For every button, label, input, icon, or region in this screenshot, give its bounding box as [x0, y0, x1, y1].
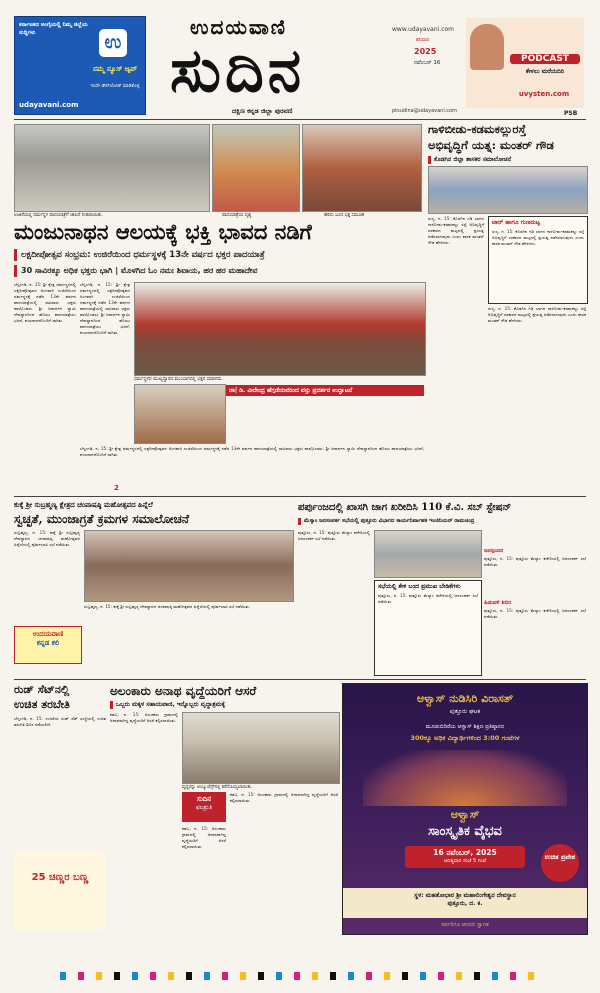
alvas-org: ಮೂಡುಬಿದಿರೆಯ ಆಳ್ವಾಸ್ ಶಿಕ್ಷಣ ಪ್ರತಿಷ್ಠಾನದ — [425, 724, 505, 730]
podcast-sub: ಕೇಳಲು ಮರೆಯದಿರಿ — [525, 68, 565, 75]
app-ad-text: ಕರ್ನಾಟಕದ ಅಂಗೈಯಲ್ಲಿ ನಿಮ್ಮ ಜಿಲ್ಲೆಯ ಸುದ್ದಿಗಳು — [19, 22, 88, 36]
podcast-label: PODCAST — [510, 54, 580, 64]
right-deck: ಕೊಡಗಿನ ಜಿಲ್ಲಾ ಶಾಸಕರ ಸಮಾಲೋಚನೆ — [428, 156, 586, 164]
bottom-mid-body-col-1: ಕಡಬ, ನ. 15: ಅಲಂಕಾರು ಗ್ರಾಮದಲ್ಲಿ ಅನಾಥರಾಗಿದ್ದ ವೃದ್ಧೆಯರಿಗೆ ಆಸರೆ ಕಲ್ಪಿಸಲಾಯಿತು. — [110, 712, 178, 723]
app-ad-cta: ಇಂದೇ ಡೌನ್‌ಲೋಡ್ ಮಾಡಿಕೊಳ್ಳಿ — [90, 84, 140, 89]
lead-photo-1 — [14, 124, 210, 212]
app-logo-icon: ಉ — [99, 29, 127, 57]
bottom-left-headline-2: ಉಚಿತ ತರಬೇತಿ — [14, 698, 70, 711]
lead-photo-2-caption: ಪಾದಯಾತ್ರೆಯ ದೃಶ್ಯ — [222, 213, 252, 218]
bottom-mid-body-col-2: ಕಡಬ, ನ. 15: ಅಲಂಕಾರು ಗ್ರಾಮದಲ್ಲಿ ಅನಾಥರಾಗಿದ್ದ ವೃದ್ಧೆಯರಿಗೆ ಆಸರೆ ಕಲ್ಪಿಸಲಾಯಿತು. — [230, 792, 338, 803]
header-rule — [14, 119, 586, 120]
masthead-tagline: ದಕ್ಷಿಣ ಕನ್ನಡ ಜಿಲ್ಲಾ ಪುರವಣಿ — [232, 107, 293, 115]
lead-body-col-2: ಬೆಳ್ತಂಗಡಿ, ನ. 15: ಶ್ರೀ ಕ್ಷೇತ್ರ ಧರ್ಮಸ್ಥಳದಲ್ಲಿ ಲಕ್ಷದೀಪೋತ್ಸವದ ಅಂಗವಾಗಿ ಉಜಿರೆಯಿಂದ ಧರ್ಮಸ್ಥಳಕ್ಕೆ ನಡೆದ 13ನೇ ವರ್ಷದ ಪಾದಯಾತ್ರೆಯಲ್ಲಿ ಸಾವಿರಾರು ಭಕ್ತರು ಪಾಲ್ಗೊಂಡರು. ಶ್ರೀ ಜನಾರ್ದನ ಸ್ವಾಮಿ ದೇವಸ್ಥಾನದಿಂದ ಹೊರಟ ಪಾದಯಾತ್ರೆಯು ಭಜನೆ, ಶಂಖನಾದದೊಂದಿಗೆ ಸಾಗಿತು. — [80, 282, 130, 335]
alvas-date-box — [405, 846, 525, 868]
badge-sub: ಫಲಶ್ರುತಿ — [195, 804, 213, 811]
mid-right-side-title-2: ಹಿಡುವಳಿ ಶಿಬಿರ — [484, 600, 512, 606]
bottom-mid-deck: ಒಬ್ಬರು ಮಕ್ಕಳ ಸಹಾಯವಾಣಿ, ಇನ್ನೊಬ್ಬರು ವೃದ್ಧಾಶ್ರಮಕ್ಕೆ — [110, 701, 338, 709]
right-photo — [428, 166, 588, 214]
masthead-brand: ಉದಯವಾಣಿ — [190, 15, 287, 39]
masthead-year: 2025 — [414, 47, 437, 56]
mid-left-headline-2: ಸ್ವಚ್ಛತೆ, ಮುಂಜಾಗ್ರತೆ ಕ್ರಮಗಳ ಸಮಾಲೋಚನೆ — [14, 512, 189, 526]
lead-deck-2: 30 ಸಾವಿರಕ್ಕೂ ಅಧಿಕ ಭಕ್ತರು ಭಾಗಿ | ಮೊಳಗಿದ ಓಂ ನಮಃ ಶಿವಾಯ, ಹರ ಹರ ಮಹಾದೇವ — [14, 265, 424, 277]
mid-right-body-col-3: ಪುತ್ತೂರು, ನ. 15: ಪುತ್ತೂರು ಮೆಸ್ಕಾಂ ಕಚೇರಿಯಲ್ಲಿ ಜನಸಂಪರ್ಕ ಸಭೆ ನಡೆಯಿತು. — [484, 608, 586, 619]
masthead-psb: PSB — [564, 110, 578, 117]
masthead-email[interactable]: ptsudina@udayavani.com — [392, 108, 457, 114]
masthead-day: ಶನಿವಾರ — [416, 37, 430, 43]
right-sidebar-body: ಸುಳ್ಯ, ನ. 15: ಕೊಡಗಿನ ಗಡಿ ಭಾಗದ ಗಾಳಿಬೀಡು-ಕಡಮಕಲ್ಲು ರಸ್ತೆ ಅಭಿವೃದ್ಧಿಗೆ ಸರಕಾರದ ಮಟ್ಟದಲ್ಲಿ ಪ್ರಯತ್ನ ನಡೆಸಲಾಗುವುದು ಎಂದು ಶಾಸಕ ಮಂತರ್ ಗೌಡ ಹೇಳಿದರು. — [492, 229, 584, 246]
alvas-date: 16 ನವೆಂಬರ್, 2025 — [433, 848, 497, 857]
mid-left-photo — [84, 530, 294, 602]
mid-right-body-col-2: ಪುತ್ತೂರು, ನ. 15: ಪುತ್ತೂರು ಮೆಸ್ಕಾಂ ಕಚೇರಿಯಲ್ಲಿ ಜನಸಂಪರ್ಕ ಸಭೆ ನಡೆಯಿತು. — [484, 556, 586, 567]
temple-photo — [134, 282, 426, 376]
masthead-title: ಸುದಿನ — [170, 36, 306, 106]
lead-photo-2 — [212, 124, 300, 212]
alvas-tagline: 300ಕ್ಕೂ ಅಧಿಕ ವಿದ್ಯಾರ್ಥಿಗಳಿಂದ 3:00 ಗಂಟೆಗಳ — [410, 734, 520, 742]
inset-photo — [134, 384, 226, 444]
bottom-left-headline-1: ರುಡ್ ಸೆಟ್‌ನಲ್ಲಿ — [14, 683, 70, 696]
show-title-1: ಆಳ್ವಾಸ್ — [450, 808, 480, 821]
registration-marks — [60, 972, 540, 980]
chinnara-banna-logo — [14, 852, 106, 930]
app-ad-badge: ನಮ್ಮ ನ್ಯೂಸ್ ಆ್ಯಪ್ — [92, 65, 138, 73]
right-sidebar — [488, 216, 588, 304]
show-title-2: ಸಾಂಸ್ಕೃತಿಕ ವೈಭವ — [428, 824, 502, 839]
lead-body-col-3: ಬೆಳ್ತಂಗಡಿ, ನ. 15: ಶ್ರೀ ಕ್ಷೇತ್ರ ಧರ್ಮಸ್ಥಳದಲ್ಲಿ ಲಕ್ಷದೀಪೋತ್ಸವದ ಅಂಗವಾಗಿ ಉಜಿರೆಯಿಂದ ಧರ್ಮಸ್ಥಳಕ್ಕೆ ನಡೆದ 13ನೇ ವರ್ಷದ ಪಾದಯಾತ್ರೆಯಲ್ಲಿ ಸಾವಿರಾರು ಭಕ್ತರು ಪಾಲ್ಗೊಂಡರು. ಶ್ರೀ ಜನಾರ್ದನ ಸ್ವಾಮಿ ದೇವಸ್ಥಾನದಿಂದ ಹೊರಟ ಪಾದಯಾತ್ರೆಯು ಭಜನೆ, ಶಂಖನಾದದೊಂದಿಗೆ ಸಾಗಿತು. — [80, 446, 424, 457]
alvas-ad[interactable] — [342, 683, 588, 935]
badge-brand: ಸುದಿನ — [196, 795, 212, 803]
logo-text: 25 ಚಿಣ್ಣರ ಬಣ್ಣ — [31, 872, 89, 883]
bottom-mid-photo-caption: ವೃದ್ಧರನ್ನು ಆಂಬ್ಯುಲೆನ್ಸ್‌ನಲ್ಲಿ ಕರೆದೊಯ್ಯಲಾಯಿತು. — [182, 785, 253, 790]
mid-right-body-col-1: ಪುತ್ತೂರು, ನ. 15: ಪುತ್ತೂರು ಮೆಸ್ಕಾಂ ಕಚೇರಿಯಲ್ಲಿ ಜನಸಂಪರ್ಕ ಸಭೆ ನಡೆಯಿತು. — [298, 530, 370, 541]
free-entry-text: ಉಚಿತ ಪ್ರವೇಶ — [544, 853, 576, 861]
alvas-subtitle: ಪುತ್ತೂರು ಘಟಕ — [449, 708, 481, 715]
bottom-mid-headline: ಅಲಂಕಾರು ಅನಾಥ ವೃದ್ಧೆಯರಿಗೆ ಆಸರೆ — [110, 684, 257, 698]
demands-body: ಪುತ್ತೂರು, ನ. 15: ಪುತ್ತೂರು ಮೆಸ್ಕಾಂ ಕಚೇರಿಯಲ್ಲಿ ಜನಸಂಪರ್ಕ ಸಭೆ ನಡೆಯಿತು. — [378, 593, 478, 604]
mid-right-side-title: ಜನಸ್ಪಂದನ — [484, 548, 504, 554]
podcast-brand: uvysten.com — [518, 90, 570, 98]
section-rule-2 — [14, 679, 586, 680]
mid-right-headline: ಪರ್ಪುಂಜದಲ್ಲಿ ಖಾಸಗಿ ಜಾಗ ಖರೀದಿಸಿ 110 ಕೆ.ವಿ. ಸಬ್ ಸ್ಟೇಷನ್ — [298, 502, 512, 513]
demands-box — [374, 580, 482, 676]
alvas-venue-box — [343, 888, 587, 918]
left-app-ad[interactable] — [14, 16, 146, 115]
lead-headline: ಮಂಜುನಾಥನ ಆಲಯಕ್ಕೆ ಭಕ್ತಿ ಭಾವದ ನಡಿಗೆ — [14, 219, 312, 244]
right-headline-1: ಗಾಳಿಬೀಡು-ಕಡಮಕಲ್ಲುರಸ್ತೆ — [428, 122, 527, 136]
mid-right-photo — [374, 530, 482, 578]
promo-brand: ಉದಯವಾಣಿ — [32, 630, 64, 638]
right-body-col-2: ಸುಳ್ಯ, ನ. 15: ಕೊಡಗಿನ ಗಡಿ ಭಾಗದ ಗಾಳಿಬೀಡು-ಕಡಮಕಲ್ಲು ರಸ್ತೆ ಅಭಿವೃದ್ಧಿಗೆ ಸರಕಾರದ ಮಟ್ಟದಲ್ಲಿ ಪ್ರಯತ್ನ ನಡೆಸಲಾಗುವುದು ಎಂದು ಶಾಸಕ ಮಂತರ್ ಗೌಡ ಹೇಳಿದರು. — [488, 306, 586, 323]
free-entry-badge — [541, 844, 579, 882]
alvas-venue-2: ಪುತ್ತೂರು, ದ. ಕ. — [447, 900, 483, 907]
section-rule-1 — [14, 496, 586, 497]
kannada-kali-promo[interactable] — [14, 626, 82, 664]
mid-left-body-col-1: ಸುಬ್ರಹ್ಮಣ್ಯ, ನ. 15: ಕುಕ್ಕೆ ಶ್ರೀ ಸುಬ್ರಹ್ಮಣ್ಯ ದೇವಸ್ಥಾನದ ಚಂಪಾಷಷ್ಠಿ ಮಹೋತ್ಸವದ ಹಿನ್ನೆಲೆಯಲ್ಲಿ ಪೂರ್ವಭಾವಿ ಸಭೆ ನಡೆಯಿತು. — [14, 530, 80, 547]
app-ad-site: udayavani.com — [19, 101, 79, 109]
temple-caption: ಧರ್ಮಸ್ಥಳದ ಮುಖ್ಯದ್ವಾರದ ಮುಂಭಾಗದಲ್ಲಿ ಭಕ್ತರ ಸಮಾಗಮ. — [134, 377, 224, 382]
host-photo — [470, 24, 504, 70]
phalashruti-badge — [182, 792, 226, 822]
alvas-title: ಆಳ್ವಾಸ್ ನುಡಿಸಿರಿ ವಿರಾಸತ್ — [416, 692, 514, 705]
masthead-date: ನವೆಂಬರ್ 16 — [414, 60, 441, 66]
lead-page-ref[interactable]: 2 — [114, 484, 119, 492]
masthead-website[interactable]: www.udayavani.com — [392, 26, 455, 33]
right-body-col-1: ಸುಳ್ಯ, ನ. 15: ಕೊಡಗಿನ ಗಡಿ ಭಾಗದ ಗಾಳಿಬೀಡು-ಕಡಮಕಲ್ಲು ರಸ್ತೆ ಅಭಿವೃದ್ಧಿಗೆ ಸರಕಾರದ ಮಟ್ಟದಲ್ಲಿ ಪ್ರಯತ್ನ ನಡೆಸಲಾಗುವುದು ಎಂದು ಶಾಸಕ ಮಂತರ್ ಗೌಡ ಹೇಳಿದರು. — [428, 216, 484, 245]
lead-photo-3-caption: ಹರಿದು ಬಂದ ಭಕ್ತ ಸಮೂಹ — [324, 213, 365, 218]
promo-sub: ಕನ್ನಡ ಕಲಿ — [36, 639, 60, 647]
lead-photo-1-caption: ಉಜಿರೆಯಲ್ಲಿ ಧರ್ಮಸ್ಥಳ ಪಾದಯಾತ್ರೆಗೆ ಚಾಲನೆ ನೀಡಲಾಯಿತು. — [14, 213, 104, 218]
alvas-venue: ಸ್ಥಳ: ಮಹತೋಭಾರ ಶ್ರೀ ಮಹಾಲಿಂಗೇಶ್ವರ ದೇವಸ್ಥಾನ — [414, 892, 516, 899]
inset-caption: ಡಾ| ಡಿ. ವೀರೇಂದ್ರ ಹೆಗ್ಗಡೆಯವರಿಂದ ವಸ್ತು ಪ್ರದರ್ಶನ ಉದ್ಘಾಟನೆ — [226, 385, 424, 396]
podcast-ad[interactable] — [466, 18, 584, 108]
alvas-welcome: ಸರ್ವರಿಗೂ ಆದರದ ಸ್ವಾಗತ — [441, 922, 489, 928]
mid-left-headline-1: ಕುಕ್ಕೆ ಶ್ರೀ ಸುಬ್ರಹ್ಮಣ್ಯ ಕ್ಷೇತ್ರದ ಚಂಪಾಷಷ್ಠಿ ಮಹೋತ್ಸವದ ಹಿನ್ನೆಲೆ — [14, 500, 153, 509]
demands-title: ಸಭೆಯಲ್ಲಿ ಕೇಳಿ ಬಂದ ಪ್ರಮುಖ ಬೇಡಿಕೆಗಳು — [378, 583, 461, 590]
alvas-day: ಆದಿತ್ಯವಾರ ಸಂಜೆ 5 ಗಂಟೆ — [443, 858, 487, 864]
right-sidebar-title: ಟಾರ್ ಹಾಗೂ ಗುಣಮಟ್ಟ — [492, 219, 541, 226]
right-headline-2: ಅಭಿವೃದ್ಧಿಗೆ ಯತ್ನ: ಮಂತರ್ ಗೌಡ — [428, 138, 554, 152]
lead-body-col-1: ಬೆಳ್ತಂಗಡಿ, ನ. 15: ಶ್ರೀ ಕ್ಷೇತ್ರ ಧರ್ಮಸ್ಥಳದಲ್ಲಿ ಲಕ್ಷದೀಪೋತ್ಸವದ ಅಂಗವಾಗಿ ಉಜಿರೆಯಿಂದ ಧರ್ಮಸ್ಥಳಕ್ಕೆ ನಡೆದ 13ನೇ ವರ್ಷದ ಪಾದಯಾತ್ರೆಯಲ್ಲಿ ಸಾವಿರಾರು ಭಕ್ತರು ಪಾಲ್ಗೊಂಡರು. ಶ್ರೀ ಜನಾರ್ದನ ಸ್ವಾಮಿ ದೇವಸ್ಥಾನದಿಂದ ಹೊರಟ ಪಾದಯಾತ್ರೆಯು ಭಜನೆ, ಶಂಖನಾದದೊಂದಿಗೆ ಸಾಗಿತು. — [14, 282, 76, 323]
dancers-illustration — [363, 750, 567, 806]
bottom-left-body: ಬೆಳ್ತಂಗಡಿ, ನ. 15: ಉಜಿರೆಯ ರುಡ್ ಸೆಟ್ ಸಂಸ್ಥೆಯಲ್ಲಿ ಉಚಿತ ತರಬೇತಿ ಶಿಬಿರ ನಡೆಯಲಿದೆ. — [14, 716, 106, 727]
lead-deck-1: ಲಕ್ಷದೀಪೋತ್ಸವ ಸಂಭ್ರಮ: ಉಜಿರೆಯಿಂದ ಧರ್ಮಸ್ಥಳಕ್ಕೆ 13ನೇ ವರ್ಷದ ಭಕ್ತರ ಪಾದಯಾತ್ರೆ — [14, 249, 424, 261]
mid-left-body-col-2: ಸುಬ್ರಹ್ಮಣ್ಯ, ನ. 15: ಕುಕ್ಕೆ ಶ್ರೀ ಸುಬ್ರಹ್ಮಣ್ಯ ದೇವಸ್ಥಾನದ ಚಂಪಾಷಷ್ಠಿ ಮಹೋತ್ಸವದ ಹಿನ್ನೆಲೆಯಲ್ಲಿ ಪೂರ್ವಭಾವಿ ಸಭೆ ನಡೆಯಿತು. — [84, 604, 251, 609]
bottom-mid-body-col-3: ಕಡಬ, ನ. 15: ಅಲಂಕಾರು ಗ್ರಾಮದಲ್ಲಿ ಅನಾಥರಾಗಿದ್ದ ವೃದ್ಧೆಯರಿಗೆ ಆಸರೆ ಕಲ್ಪಿಸಲಾಯಿತು. — [182, 826, 226, 849]
lead-photo-3 — [302, 124, 422, 212]
bottom-mid-photo — [182, 712, 340, 784]
mid-right-deck: ಮೆಸ್ಕಾಂ ಜನಸಂಪರ್ಕ ಸಭೆಯಲ್ಲಿ ಪುತ್ತೂರು ವಿಭಾಗದ ಕಾರ್ಯನಿರ್ವಾಹಕ ಇಂಜಿನಿಯರ್ ರಾಮಚಂದ್ರ — [298, 518, 586, 525]
